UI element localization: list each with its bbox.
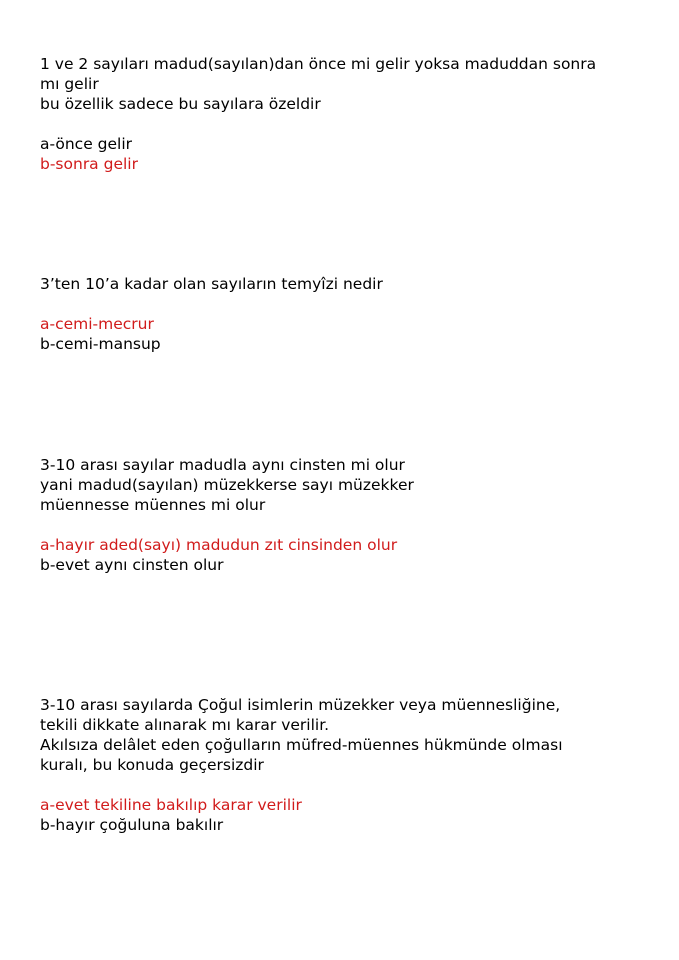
spacer	[40, 775, 650, 795]
question-4-line-3: Akılsıza delâlet eden çoğulların müfred-müennes hükmünde olması	[40, 736, 563, 754]
question-1-line-2: mı gelir	[40, 75, 99, 93]
question-3-line-2: yani madud(sayılan) müzekkerse sayı müzekker	[40, 476, 414, 494]
question-4-line-1: 3-10 arası sayılarda Çoğul isimlerin müzekker veya müennesliğine,	[40, 696, 561, 714]
question-1-line-1: 1 ve 2 sayıları madud(sayılan)dan önce mi gelir yoksa maduddan sonra	[40, 55, 597, 73]
question-1-line-3: bu özellik sadece bu sayılara özeldir	[40, 95, 321, 113]
spacer	[40, 294, 650, 314]
question-4	[40, 695, 650, 835]
question-4-option-a-correct: a-evet tekiline bakılıp karar verilir	[40, 796, 302, 814]
question-4-option-b: b-hayır çoğuluna bakılır	[40, 816, 224, 834]
question-2-option-a-correct: a-cemi-mecrur	[40, 315, 154, 333]
question-3-option-b: b-evet aynı cinsten olur	[40, 556, 224, 574]
question-2	[40, 274, 650, 354]
spacer	[40, 515, 650, 535]
question-1	[40, 54, 650, 174]
question-1-option-b-correct: b-sonra gelir	[40, 155, 138, 173]
question-3-line-1: 3-10 arası sayılar madudla aynı cinsten mi olur	[40, 456, 405, 474]
question-2-line-1: 3’ten 10’a kadar olan sayıların temyîzi nedir	[40, 275, 383, 293]
question-3	[40, 455, 650, 575]
question-4-line-2: tekili dikkate alınarak mı karar verilir.	[40, 716, 330, 734]
question-3-line-3: müennesse müennes mi olur	[40, 496, 266, 514]
question-1-option-a: a-önce gelir	[40, 135, 133, 153]
question-3-option-a-correct: a-hayır aded(sayı) madudun zıt cinsinden olur	[40, 536, 398, 554]
spacer	[40, 114, 650, 134]
question-4-line-4: kuralı, bu konuda geçersizdir	[40, 756, 264, 774]
question-2-option-b: b-cemi-mansup	[40, 335, 161, 353]
